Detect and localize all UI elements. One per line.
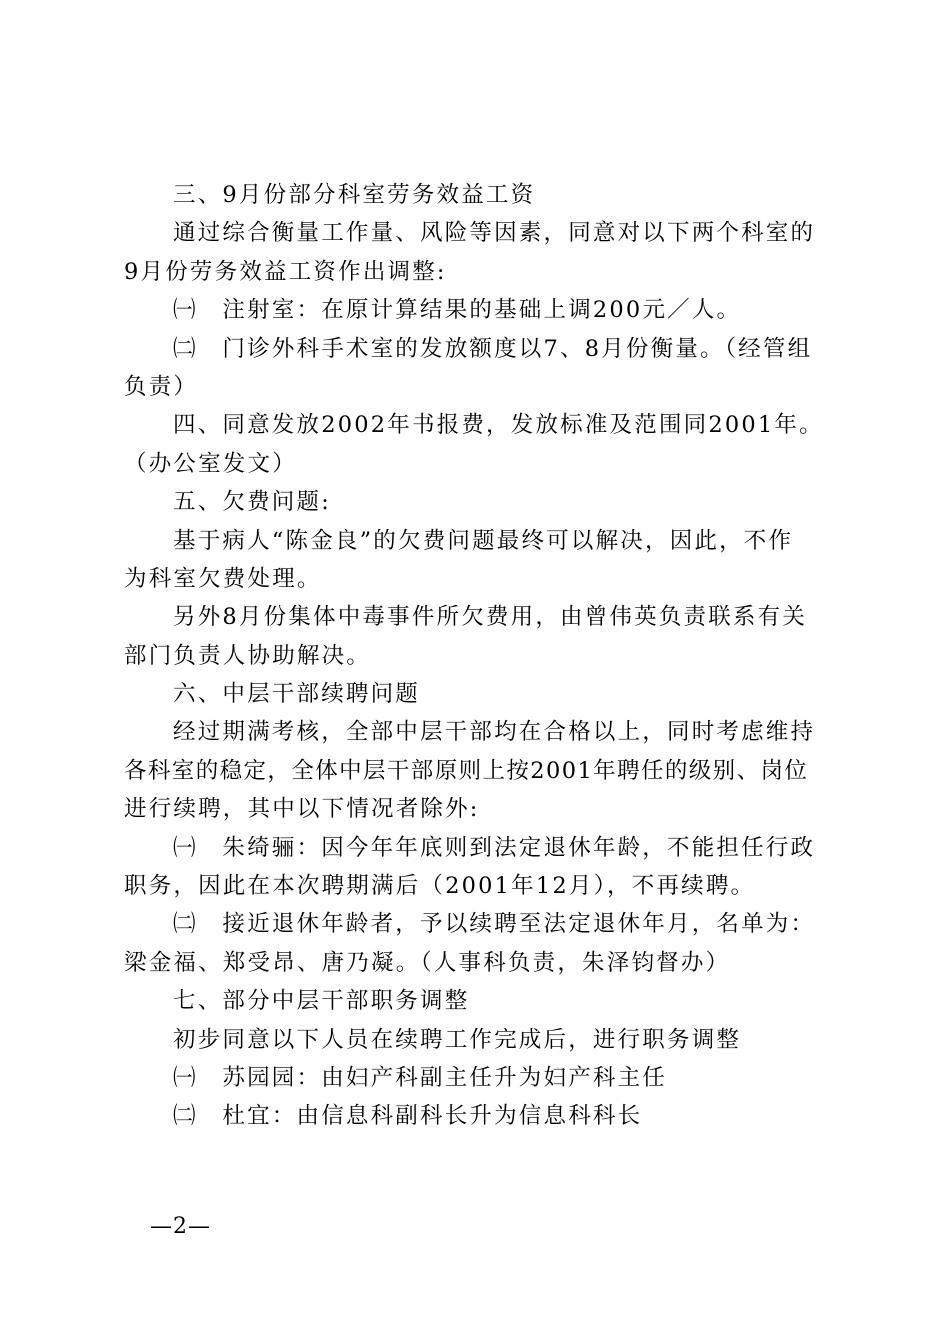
section-7-paragraph: 初步同意以下人员在续聘工作完成后，进行职务调整 [173,1026,742,1053]
section-6-item-2-line-1: ㈡ 接近退休年龄者，予以续聘至法定退休年月，名单为： [173,911,816,938]
section-5-paragraph-1-line-2: 为科室欠费处理。 [124,565,322,592]
section-3-paragraph-line-1: 通过综合衡量工作量、风险等因素，同意对以下两个科室的 [173,220,816,247]
section-6-paragraph-line-1: 经过期满考核，全部中层干部均在合格以上，同时考虑维持 [173,719,816,746]
section-6-heading: 六、中层干部续聘问题 [173,681,421,708]
section-6-paragraph-line-2: 各科室的稳定，全体中层干部原则上按2001年聘任的级别、岗位 [124,757,809,784]
page-number: —2— [150,1214,211,1239]
section-5-paragraph-2-line-1: 另外8月份集体中毒事件所欠费用，由曾伟英负责联系有关 [173,604,808,631]
document-body [124,176,842,1136]
section-7-heading: 七、部分中层干部职务调整 [173,988,470,1015]
section-5-heading: 五、欠费问题: [173,489,331,516]
section-7-item-1: ㈠ 苏园园：由妇产科副主任升为妇产科主任 [173,1064,668,1091]
section-6-item-1-line-2: 职务，因此在本次聘期满后（2001年12月），不再续聘。 [124,873,756,900]
section-3-item-2-line-1: ㈡ 门诊外科手术室的发放额度以7、8月份衡量。（经管组 [173,335,813,362]
section-7-item-2: ㈡ 杜宜：由信息科副科长升为信息科科长 [173,1103,643,1130]
section-3-heading: 三、9月份部分科室劳务效益工资 [173,182,536,208]
section-6-item-1-line-1: ㈠ 朱绮骊：因今年年底则到法定退休年龄，不能担任行政 [173,834,816,861]
section-3-item-1: ㈠ 注射室：在原计算结果的基础上调200元／人。 [173,297,742,324]
section-5-paragraph-2-line-2: 部门负责人协助解决。 [124,642,372,669]
section-6-paragraph-line-3: 进行续聘，其中以下情况者除外: [124,796,480,823]
section-5-paragraph-1-line-1: 基于病人“陈金良”的欠费问题最终可以解决，因此，不作 [173,527,794,554]
section-3-item-2-line-2: 负责） [124,373,199,400]
section-4-note: （办公室发文） [124,450,297,477]
section-6-item-2-line-2: 梁金福、郑受昂、唐乃凝。（人事科负责，朱泽钧督办） [124,949,731,976]
section-4-heading: 四、同意发放2002年书报费，发放标准及范围同2001年。 [173,412,824,439]
section-3-paragraph-line-2: 9月份劳务效益工资作出调整: [124,258,447,285]
